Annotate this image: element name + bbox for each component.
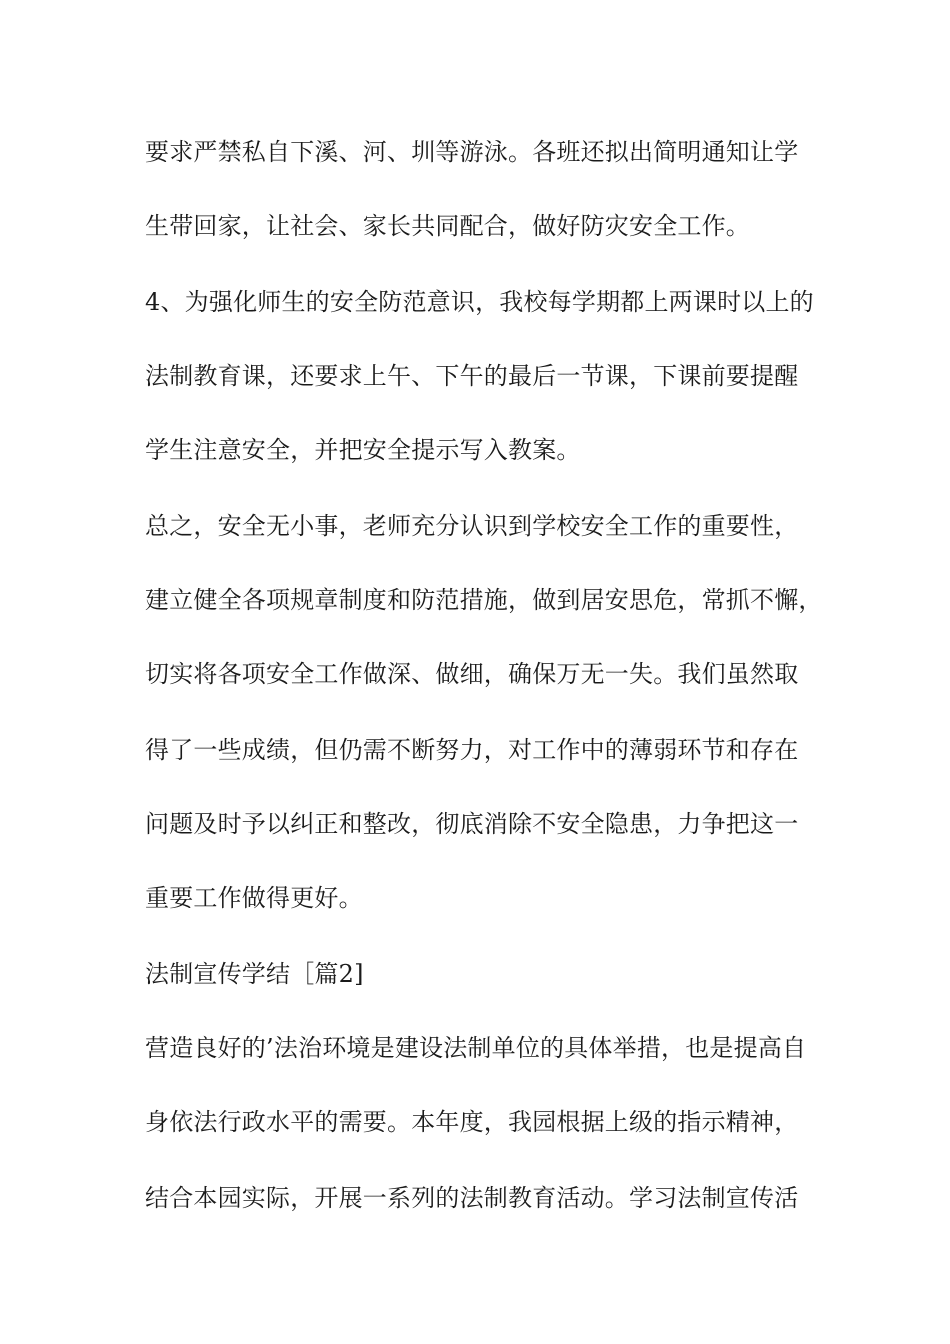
text-line: 4、为强化师生的安全防范意识，我校每学期都上两课时以上的: [145, 288, 814, 316]
text-line: 得了一些成绩，但仍需不断努力，对工作中的薄弱环节和存在: [145, 736, 799, 764]
text-line: 结合本园实际，开展一系列的法制教育活动。学习法制宣传活: [145, 1184, 799, 1212]
text-line: 学生注意安全，并把安全提示写入教案。: [145, 436, 581, 464]
text-line: 要求严禁私自下溪、河、圳等游泳。各班还拟出简明通知让学: [145, 138, 799, 166]
section-heading: 法制宣传学结［篇2]: [145, 960, 364, 988]
text-line: 重要工作做得更好。: [145, 884, 363, 912]
text-line: 法制教育课，还要求上午、下午的最后一节课，下课前要提醒: [145, 362, 799, 390]
text-line: 营造良好的’法治环境是建设法制单位的具体举措，也是提高自: [145, 1034, 807, 1062]
text-line: 建立健全各项规章制度和防范措施，做到居安思危，常抓不懈，: [145, 586, 823, 614]
text-line: 总之，安全无小事，老师充分认识到学校安全工作的重要性，: [145, 512, 799, 540]
text-line: 问题及时予以纠正和整改，彻底消除不安全隐患，力争把这一: [145, 810, 799, 838]
text-line: 切实将各项安全工作做深、做细，确保万无一失。我们虽然取: [145, 660, 799, 688]
text-line: 生带回家，让社会、家长共同配合，做好防灾安全工作。: [145, 212, 750, 240]
text-line: 身依法行政水平的需要。本年度，我园根据上级的指示精神，: [145, 1108, 799, 1136]
